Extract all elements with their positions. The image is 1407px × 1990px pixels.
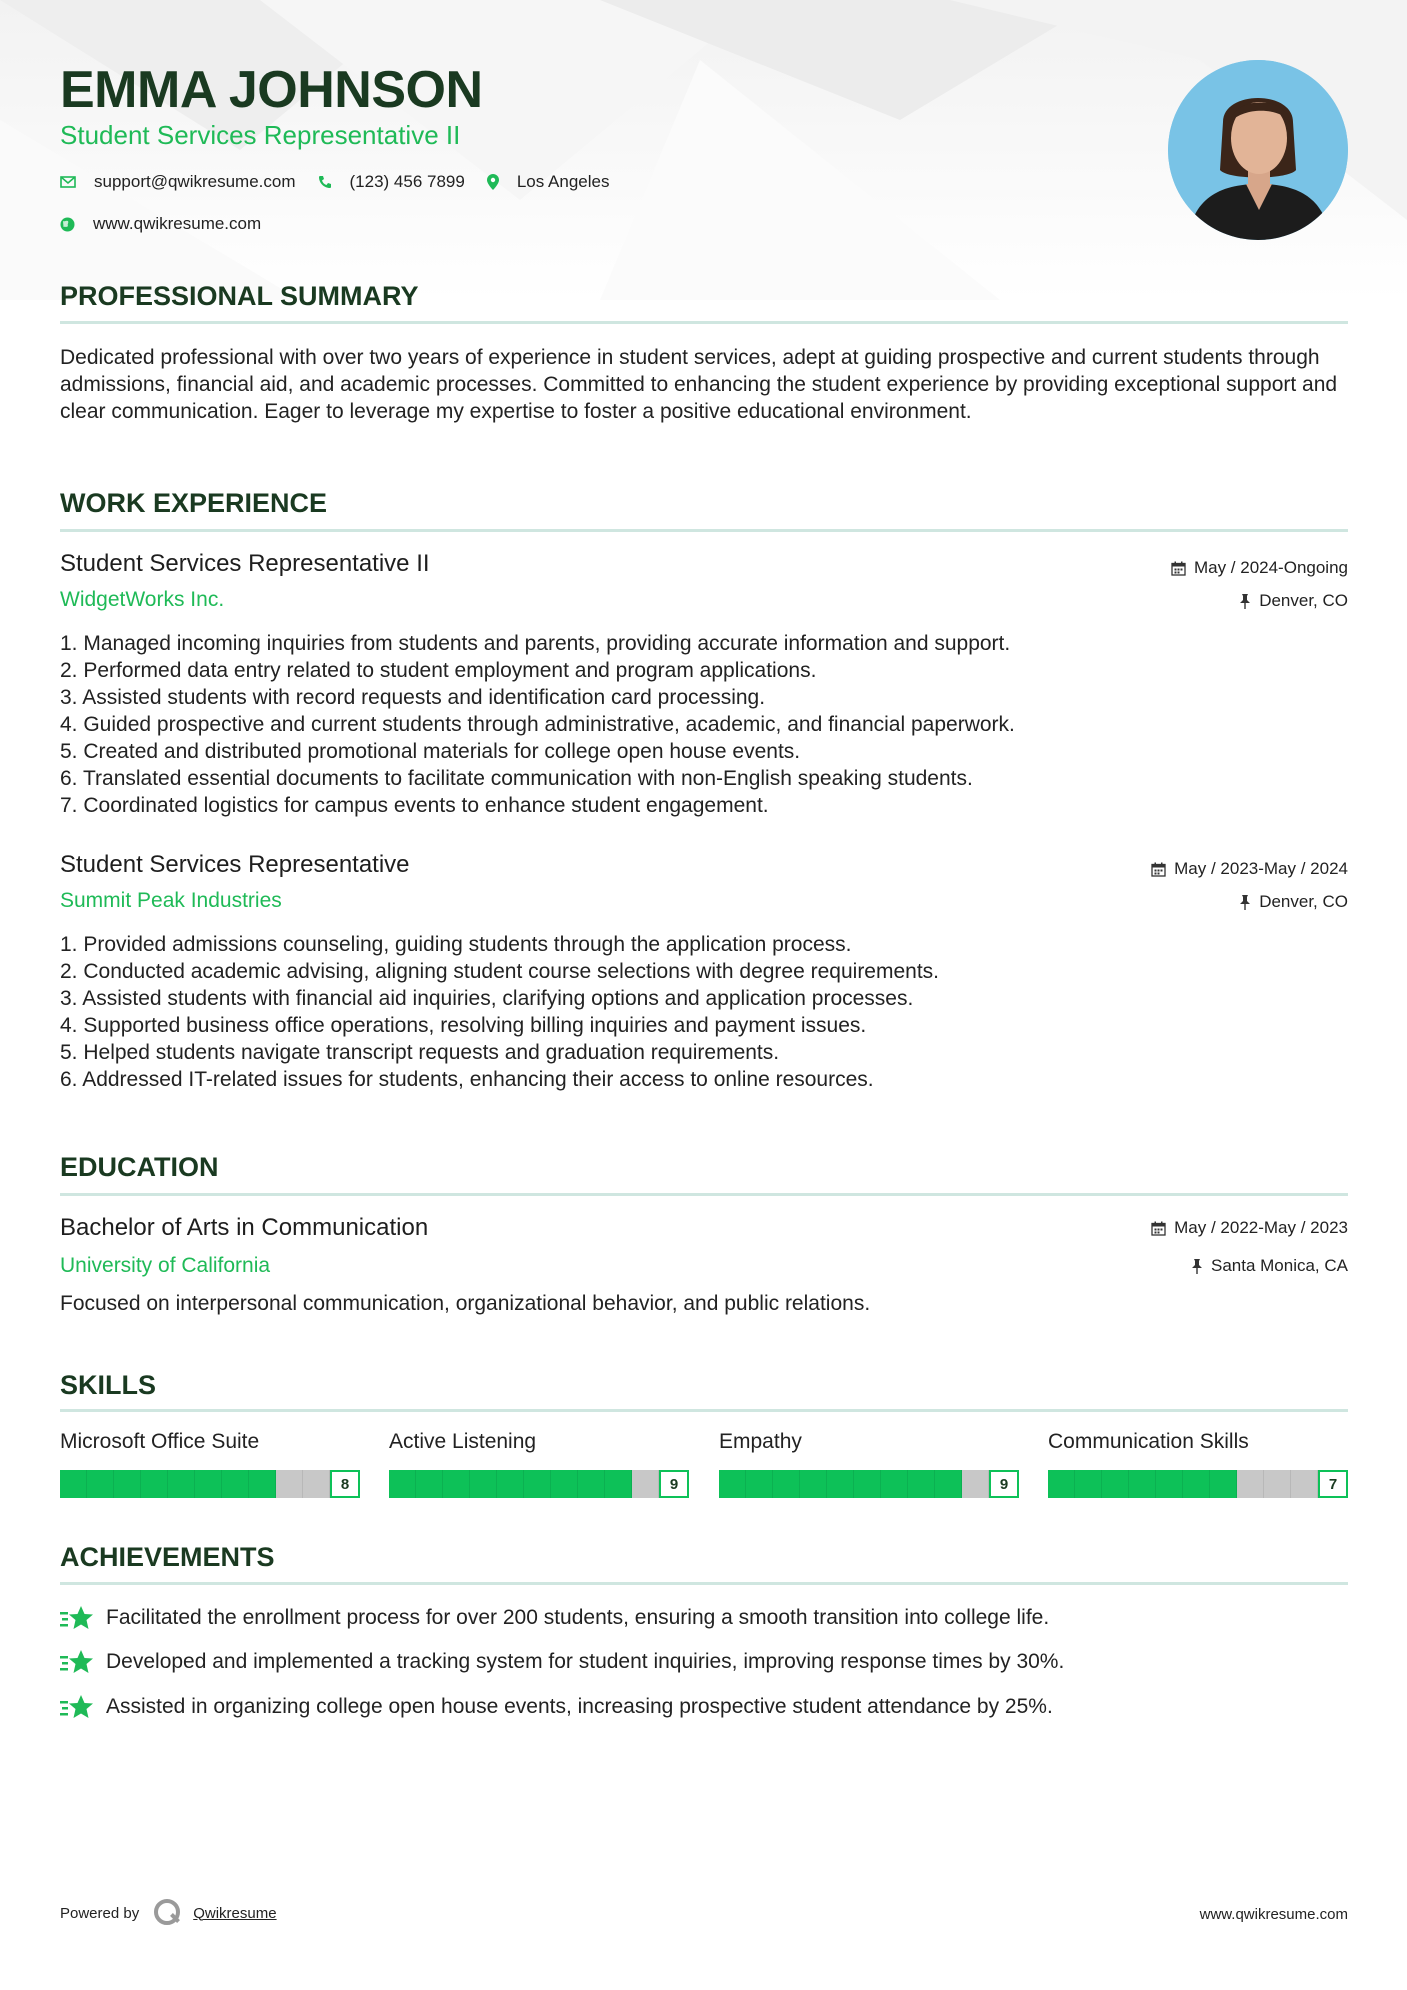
skill-item xyxy=(60,1430,360,1498)
skill-segment xyxy=(1291,1470,1318,1498)
skill-segment xyxy=(443,1470,470,1498)
skill-segment xyxy=(935,1470,962,1498)
powered-by-text: Powered by xyxy=(60,1904,140,1922)
achievement-text: Assisted in organizing college open house events, increasing prospective student attendance by 25%. xyxy=(106,1695,1053,1718)
list-item: 2. Conducted academic advising, aligning student course selections with degree requirements. xyxy=(60,960,940,983)
achievement-item xyxy=(60,1604,1049,1632)
contact-row-web xyxy=(60,214,283,234)
star-icon xyxy=(60,1648,94,1676)
skill-segment xyxy=(249,1470,276,1498)
footer-website[interactable]: www.qwikresume.com xyxy=(1199,1906,1348,1923)
skill-segment xyxy=(962,1470,989,1498)
skill-segment xyxy=(303,1470,330,1498)
skill-track xyxy=(389,1470,659,1498)
skill-segment xyxy=(1264,1470,1291,1498)
calendar-icon xyxy=(1171,561,1186,576)
section-divider xyxy=(60,529,1348,532)
skill-score: 8 xyxy=(330,1470,360,1498)
job-dates xyxy=(1171,558,1348,578)
mail-icon xyxy=(60,176,76,188)
skill-item xyxy=(1048,1430,1348,1498)
job-dates-text: May / 2023-May / 2024 xyxy=(1174,859,1348,878)
education-description: Focused on interpersonal communication, organizational behavior, and public relations. xyxy=(60,1292,871,1315)
skill-segment xyxy=(632,1470,659,1498)
list-item: 4. Guided prospective and current students through administrative, academic, and financial paperwork. xyxy=(60,713,1015,736)
pushpin-icon xyxy=(1191,1259,1203,1274)
skill-segment xyxy=(800,1470,827,1498)
skill-segment xyxy=(168,1470,195,1498)
skill-track xyxy=(60,1470,330,1498)
profile-photo xyxy=(1168,60,1348,240)
list-item: 4. Supported business office operations, resolving billing inquiries and payment issues. xyxy=(60,1014,867,1037)
achievement-text: Developed and implemented a tracking system for student inquiries, improving response times by 30%. xyxy=(106,1650,1065,1673)
contact-email[interactable] xyxy=(60,172,296,192)
skill-segment xyxy=(222,1470,249,1498)
skills-heading: SKILLS xyxy=(60,1370,157,1400)
skill-level-bar xyxy=(719,1470,1019,1498)
list-item: 5. Helped students navigate transcript requests and graduation requirements. xyxy=(60,1041,780,1064)
qwikresume-logo-icon xyxy=(153,1898,183,1928)
job-title: Student Services Representative xyxy=(60,851,410,878)
skill-segment xyxy=(1075,1470,1102,1498)
skill-segment xyxy=(1237,1470,1264,1498)
achievement-item xyxy=(60,1693,1053,1721)
skill-score: 9 xyxy=(989,1470,1019,1498)
pushpin-icon xyxy=(1239,594,1251,609)
skill-segment xyxy=(497,1470,524,1498)
star-icon xyxy=(60,1693,94,1721)
achievements-heading: ACHIEVEMENTS xyxy=(60,1542,275,1572)
skill-segment xyxy=(87,1470,114,1498)
phone-text: (123) 456 7899 xyxy=(349,172,465,191)
job-dates xyxy=(1151,859,1348,879)
skill-segment xyxy=(881,1470,908,1498)
job-location-text: Denver, CO xyxy=(1259,892,1348,911)
footer-branding xyxy=(60,1898,277,1928)
skill-score: 7 xyxy=(1318,1470,1348,1498)
website-text: www.qwikresume.com xyxy=(93,214,262,233)
skill-segment xyxy=(114,1470,141,1498)
section-divider xyxy=(60,1193,1348,1196)
skill-track xyxy=(1048,1470,1318,1498)
pushpin-icon xyxy=(1239,895,1251,910)
skill-level-bar xyxy=(1048,1470,1348,1498)
list-item: 3. Assisted students with financial aid inquiries, clarifying options and application processes. xyxy=(60,987,914,1010)
list-item: 6. Translated essential documents to facilitate communication with non-English speaking students. xyxy=(60,767,973,790)
skill-segment xyxy=(1048,1470,1075,1498)
job-duties-list xyxy=(60,630,1348,819)
degree-title: Bachelor of Arts in Communication xyxy=(60,1214,429,1241)
education-location xyxy=(1191,1256,1348,1276)
skill-segment xyxy=(141,1470,168,1498)
skill-segment xyxy=(195,1470,222,1498)
skill-segment xyxy=(551,1470,578,1498)
skill-segment xyxy=(1156,1470,1183,1498)
skill-segment xyxy=(1210,1470,1237,1498)
list-item: 6. Addressed IT-related issues for students, enhancing their access to online resources. xyxy=(60,1068,874,1091)
list-item: 3. Assisted students with record requests and identification card processing. xyxy=(60,686,766,709)
skill-segment xyxy=(746,1470,773,1498)
job-location xyxy=(1239,591,1348,611)
calendar-icon xyxy=(1151,1221,1166,1236)
section-divider xyxy=(60,1582,1348,1585)
skill-item xyxy=(719,1430,1019,1498)
education-dates-text: May / 2022-May / 2023 xyxy=(1174,1218,1348,1237)
skill-segment xyxy=(60,1470,87,1498)
achievement-text: Facilitated the enrollment process for over 200 students, ensuring a smooth transition into college life. xyxy=(106,1606,1050,1629)
job-title: Student Services Representative II xyxy=(60,550,430,577)
skill-segment xyxy=(605,1470,632,1498)
skill-name: Active Listening xyxy=(389,1430,537,1453)
email-text: support@qwikresume.com xyxy=(94,172,296,191)
skill-name: Communication Skills xyxy=(1048,1430,1249,1453)
skill-segment xyxy=(276,1470,303,1498)
list-item: 1. Provided admissions counseling, guiding students through the application process. xyxy=(60,933,852,956)
skill-segment xyxy=(1129,1470,1156,1498)
skill-score: 9 xyxy=(659,1470,689,1498)
contact-phone[interactable] xyxy=(318,172,465,192)
phone-icon xyxy=(318,175,332,189)
section-divider xyxy=(60,1409,1348,1412)
star-icon xyxy=(60,1604,94,1632)
list-item: 7. Coordinated logistics for campus events to enhance student engagement. xyxy=(60,794,769,817)
location-text: Los Angeles xyxy=(516,172,610,191)
achievement-item xyxy=(60,1648,1064,1676)
school-name: University of California xyxy=(60,1254,271,1277)
job-location-text: Denver, CO xyxy=(1259,591,1348,610)
education-heading: EDUCATION xyxy=(60,1152,219,1182)
skill-segment xyxy=(1183,1470,1210,1498)
skill-segment xyxy=(524,1470,551,1498)
skill-item xyxy=(389,1430,689,1498)
skill-segment xyxy=(578,1470,605,1498)
skill-segment xyxy=(908,1470,935,1498)
contact-website[interactable] xyxy=(60,214,261,234)
skill-name: Empathy xyxy=(719,1430,802,1453)
candidate-name: EMMA JOHNSON xyxy=(60,61,483,119)
list-item: 5. Created and distributed promotional materials for college open house events. xyxy=(60,740,801,763)
skill-segment xyxy=(389,1470,416,1498)
job-location xyxy=(1239,892,1348,912)
calendar-icon xyxy=(1151,862,1166,877)
company-name: WidgetWorks Inc. xyxy=(60,588,225,611)
candidate-title: Student Services Representative II xyxy=(60,120,461,150)
job-duties-list xyxy=(60,931,1348,1093)
brand-link[interactable]: Qwikresume xyxy=(193,1904,277,1922)
skill-segment xyxy=(470,1470,497,1498)
skill-segment xyxy=(827,1470,854,1498)
skill-level-bar xyxy=(60,1470,360,1498)
contact-location xyxy=(487,172,610,192)
map-pin-icon xyxy=(487,174,499,190)
skill-segment xyxy=(719,1470,746,1498)
skill-segment xyxy=(854,1470,881,1498)
contact-row xyxy=(60,172,631,192)
skill-segment xyxy=(773,1470,800,1498)
skill-name: Microsoft Office Suite xyxy=(60,1430,260,1453)
job-dates-text: May / 2024-Ongoing xyxy=(1193,558,1348,577)
education-dates xyxy=(1151,1218,1348,1238)
experience-heading: WORK EXPERIENCE xyxy=(60,488,328,518)
company-name: Summit Peak Industries xyxy=(60,889,282,912)
skill-track xyxy=(719,1470,989,1498)
skill-segment xyxy=(416,1470,443,1498)
skill-level-bar xyxy=(389,1470,689,1498)
education-location-text: Santa Monica, CA xyxy=(1210,1256,1348,1275)
summary-text: Dedicated professional with over two years of experience in student services, adept at guiding prospective and current students through admissions, financial aid, and academic processes. Committed to enhancing the student experience by providing exceptional support and clear communication. Eager to leverage my expertise to foster a positive educational environment. xyxy=(60,346,1338,423)
skill-segment xyxy=(1102,1470,1129,1498)
list-item: 2. Performed data entry related to student employment and program applications. xyxy=(60,659,817,682)
section-divider xyxy=(60,321,1348,324)
list-item: 1. Managed incoming inquiries from students and parents, providing accurate information and support. xyxy=(60,632,1011,655)
summary-heading: PROFESSIONAL SUMMARY xyxy=(60,281,419,311)
globe-icon xyxy=(60,217,75,232)
